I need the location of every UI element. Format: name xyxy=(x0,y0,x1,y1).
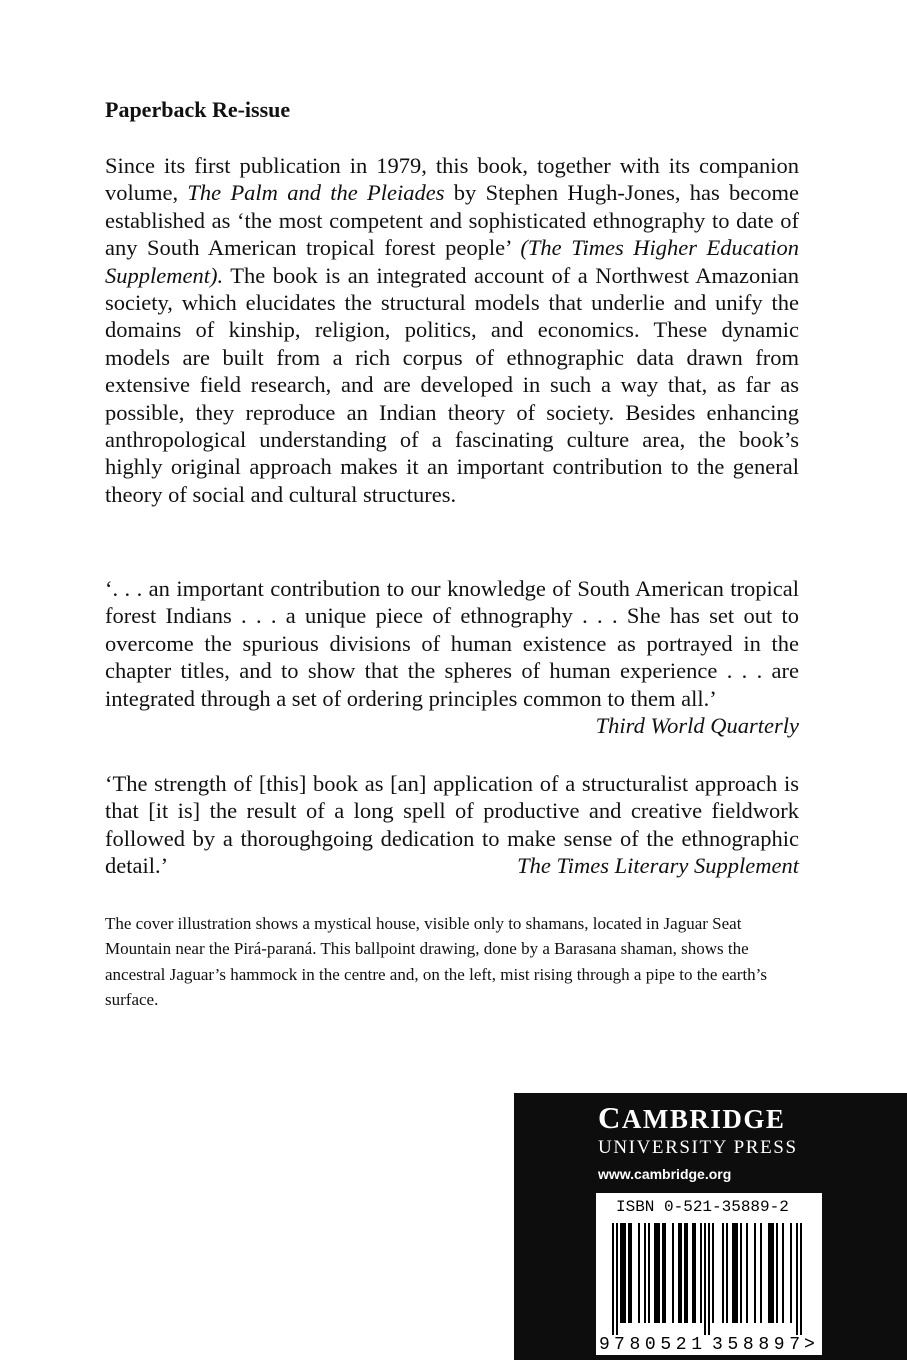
barcode-bar xyxy=(658,1223,660,1323)
blurb-text-c: The book is an integrated account of a Northwest Amazonian society, which elucidates the structural models that underlie and unify the domains of kinship, religion, politics, and economics. These dynamic models are built from a rich corpus of ethnographic data drawn from extensive field research, and are developed in such a way that, as far as possible, they reproduce an Indian theory of society. Besides enhancing anthropological understanding of a fascinating culture area, the book’s highly original approach makes it an important contribution to the general theory of social and cultural structures. xyxy=(105,262,799,507)
barcode-bar xyxy=(704,1223,706,1335)
barcode-bar xyxy=(736,1223,738,1323)
barcode-bar xyxy=(740,1223,742,1323)
barcode-bar xyxy=(760,1223,762,1323)
barcode-bar xyxy=(622,1223,624,1323)
barcode-bar xyxy=(644,1223,646,1323)
barcode-bar xyxy=(684,1223,686,1323)
barcode-bar xyxy=(770,1223,772,1323)
barcode-bar xyxy=(638,1223,640,1323)
barcode-bar xyxy=(694,1223,696,1323)
review-quote-2 xyxy=(105,770,799,880)
barcode-bar xyxy=(754,1223,756,1323)
barcode-bar xyxy=(630,1223,632,1323)
quote-source: Third World Quarterly xyxy=(595,713,799,739)
barcode-bar xyxy=(796,1223,798,1335)
barcode-bar xyxy=(628,1223,630,1323)
barcode-bar xyxy=(722,1223,724,1323)
barcode-quiet-marker: > xyxy=(804,1335,815,1355)
barcode-area xyxy=(596,1193,822,1355)
barcode-bar xyxy=(732,1223,734,1323)
barcode-bar xyxy=(726,1223,728,1323)
section-heading: Paperback Re-issue xyxy=(105,97,291,122)
barcode-bar xyxy=(648,1223,650,1323)
barcode-bar xyxy=(656,1223,658,1323)
barcode xyxy=(596,1221,822,1355)
barcode-digits-left: 780521 xyxy=(614,1335,702,1355)
barcode-bar xyxy=(672,1223,674,1323)
barcode-bar xyxy=(680,1223,682,1323)
barcode-bar xyxy=(776,1223,778,1323)
blurb-text-b: by Stephen Hugh-Jones, has become established as ‘the most competent and sophisticated ethnography to date of any South American tropical forest people’ xyxy=(105,180,799,261)
barcode-digits-right: 358897 xyxy=(712,1335,800,1355)
barcode-bar xyxy=(624,1223,626,1323)
publisher-name: CAMBRIDGE xyxy=(598,1100,786,1135)
publisher-box xyxy=(514,1093,907,1360)
barcode-bar xyxy=(746,1223,748,1323)
barcode-bar xyxy=(734,1223,736,1323)
barcode-bar xyxy=(692,1223,694,1323)
quote-text: ‘The strength of [this] book as [an] application of a structuralist approach is that [it is] the result of a long spell of productive and creative fieldwork followed by a thoroughgoing dedication to make sense of the ethnographic detail.’ xyxy=(105,771,799,879)
publisher-url: www.cambridge.org xyxy=(598,1166,732,1182)
barcode-bar xyxy=(790,1223,792,1323)
publisher-press: UNIVERSITY PRESS xyxy=(598,1137,798,1158)
barcode-bar xyxy=(768,1223,770,1323)
cover-caption: The cover illustration shows a mystical house, visible only to shamans, located in Jaguar Seat Mountain near the Pirá-paraná. This ballpoint drawing, done by a Barasana shaman, shows the ancestral Jaguar’s hammock in the centre and, on the left, mist rising through a pipe to the earth’s surface. xyxy=(105,914,768,1010)
blurb-source: (The Times Higher Education Supplement). xyxy=(105,235,800,288)
companion-title: The Palm and the Pleiades xyxy=(187,180,445,206)
quote-source: The Times Literary Supplement xyxy=(517,853,799,879)
isbn-label: ISBN 0-521-35889-2 xyxy=(616,1198,789,1216)
barcode-bar xyxy=(700,1223,702,1323)
barcode-bar xyxy=(654,1223,656,1323)
barcode-bar xyxy=(712,1223,714,1323)
quote-text: ‘. . . an important contribution to our knowledge of South American tropical forest Indians . . . a unique piece of ethnography . . . She has set out to overcome the spurious divisions of human existence as portrayed in the chapter titles, and to show that the spheres of human experience . . . are integrated through a set of ordering principles common to them all.’ xyxy=(105,576,799,711)
review-quote-1 xyxy=(105,575,799,739)
barcode-bar xyxy=(612,1223,614,1335)
blurb-paragraph xyxy=(105,152,799,508)
barcode-bar xyxy=(662,1223,664,1323)
barcode-bar xyxy=(782,1223,784,1323)
barcode-bar xyxy=(772,1223,774,1323)
barcode-bar xyxy=(678,1223,680,1323)
barcode-bar xyxy=(620,1223,622,1323)
barcode-bar xyxy=(686,1223,688,1323)
barcode-bar xyxy=(800,1223,802,1335)
barcode-bar xyxy=(708,1223,710,1335)
barcode-digit-lead: 9 xyxy=(599,1335,610,1355)
barcode-bar xyxy=(616,1223,618,1335)
barcode-bar xyxy=(664,1223,666,1323)
blurb-text-a: Since its first publication in 1979, this book, together with its companion volume, xyxy=(105,153,799,206)
